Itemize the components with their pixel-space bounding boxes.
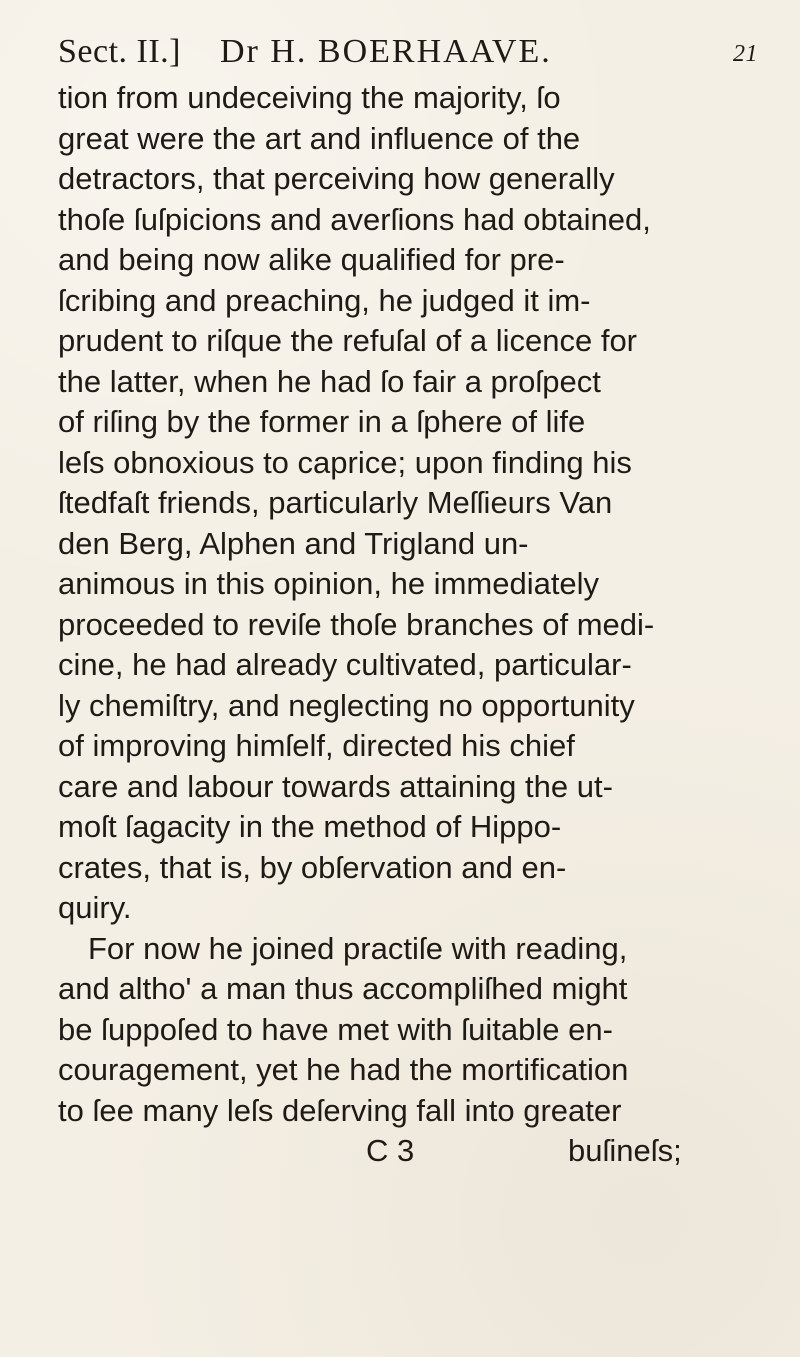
text-line-7: prudent to riſque the refuſal of a licence for: [58, 323, 638, 358]
text-line-16: ly chemiſtry, and neglecting no opportunity: [58, 687, 635, 723]
text-line-15: cine, he had already cultivated, particular-: [58, 647, 632, 682]
page-number: 21: [733, 41, 758, 67]
page-header: [58, 30, 758, 74]
text-line-24: be ſuppoſed to have met with ſuitable en-: [58, 1011, 613, 1047]
signature-mark: C 3: [366, 1133, 415, 1168]
text-line-8: the latter, when he had ſo fair a proſpect: [58, 363, 601, 399]
text-line-17: of improving himſelf, directed his chief: [58, 728, 575, 763]
text-line-25: couragement, yet he had the mortification: [58, 1052, 629, 1087]
text-line-10: leſs obnoxious to caprice; upon finding his: [58, 444, 632, 480]
text-line-14: proceeded to reviſe thoſe branches of medi-: [58, 606, 655, 642]
text-line-23: and altho' a man thus accompliſhed might: [58, 971, 628, 1006]
text-line-19: moſt ſagacity in the method of Hippo-: [58, 809, 562, 844]
text-line-9: of riſing by the former in a ſphere of life: [58, 404, 586, 439]
text-line-5: and being now alike qualified for pre-: [58, 242, 565, 277]
text-line-18: care and labour towards attaining the ut-: [58, 768, 613, 804]
text-line-21: quiry.: [58, 890, 132, 925]
running-title: Dr H. BOERHAAVE.: [220, 33, 552, 70]
body-text: [58, 78, 748, 1172]
footer-line: [58, 1131, 748, 1172]
text-line-13: animous in this opinion, he immediately: [58, 566, 600, 601]
text-line-6: ſcribing and preaching, he judged it im-: [58, 282, 591, 318]
text-line-12: den Berg, Alphen and Trigland un-: [58, 525, 529, 561]
text-line-26: to ſee many leſs deſerving fall into greater: [58, 1092, 622, 1128]
section-marker: Sect. II.]: [58, 33, 182, 70]
catchword: buſineſs;: [568, 1133, 682, 1168]
text-line-3: detractors, that perceiving how generally: [58, 161, 615, 196]
text-line-2: great were the art and influence of the: [58, 120, 581, 156]
text-line-1: tion from undeceiving the majority, ſo: [58, 80, 561, 115]
text-line-22: For now he joined practiſe with reading,: [88, 930, 628, 966]
text-line-11: ſtedfaſt friends, particularly Meſſieurs Van: [58, 485, 613, 520]
text-line-20: crates, that is, by obſervation and en-: [58, 849, 567, 885]
text-line-4: thoſe ſuſpicions and averſions had obtained,: [58, 201, 651, 237]
